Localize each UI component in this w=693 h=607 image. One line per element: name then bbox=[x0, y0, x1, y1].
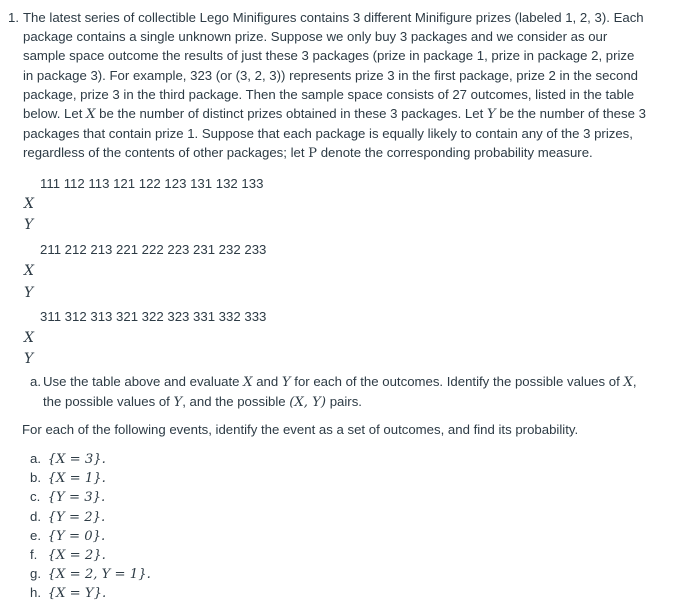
event-label: e. bbox=[30, 527, 41, 543]
part-a-seg: Use the table above and evaluate bbox=[43, 374, 244, 389]
part-a-seg: , and the possible bbox=[182, 394, 290, 410]
outcome-row-3: 311 312 313 321 322 323 331 332 333 bbox=[40, 309, 267, 324]
part-a-text bbox=[43, 372, 650, 412]
intro-text-3: be the number of these 3 packages that contain prize 1. Suppose that each package is equally likely to contain any of the 3 prizes, regardless of the contents of other packages; let bbox=[23, 106, 646, 161]
event-label: c. bbox=[30, 489, 41, 505]
part-a-instruction bbox=[30, 372, 650, 412]
var-p: P bbox=[308, 146, 318, 162]
row-1-y-label: Y bbox=[24, 217, 34, 233]
event-expr: {X = 2, Y = 1}. bbox=[47, 567, 151, 583]
part-a-var-x: X bbox=[623, 375, 633, 390]
outcome-row-1: 111 112 113 121 122 123 131 132 133 bbox=[40, 176, 264, 191]
part-a-var-y: Y bbox=[173, 395, 183, 411]
row-3-y-label: Y bbox=[24, 351, 34, 367]
event-expr: {Y = 2}. bbox=[47, 509, 106, 525]
part-a-var-y: Y bbox=[281, 375, 291, 390]
event-expr: {X = 2}. bbox=[47, 547, 106, 563]
row-2-y-label: Y bbox=[24, 285, 34, 301]
event-expr: {X = 3}. bbox=[47, 452, 106, 467]
event-expr: {Y = 3}. bbox=[47, 490, 106, 506]
row-3-x-label: X bbox=[24, 330, 34, 346]
part-a-seg: for each of the outcomes. Identify the possible values of bbox=[290, 374, 624, 389]
var-x: X bbox=[86, 107, 96, 123]
part-a-label: a. bbox=[30, 374, 41, 389]
event-label: d. bbox=[30, 508, 41, 524]
list-item bbox=[30, 583, 151, 602]
list-item bbox=[30, 468, 151, 487]
intro-text-2: be the number of distinct prizes obtained in these 3 packages. Let bbox=[95, 106, 487, 122]
event-label: g. bbox=[30, 566, 41, 582]
list-item bbox=[30, 564, 151, 583]
events-list bbox=[30, 449, 151, 603]
problem-statement bbox=[8, 8, 648, 164]
list-item bbox=[30, 526, 151, 545]
row-1-x-label: X bbox=[24, 196, 34, 212]
intro-text-4: denote the corresponding probability measure. bbox=[317, 145, 593, 161]
var-y: Y bbox=[486, 107, 496, 123]
part-a-pair: (X, Y) bbox=[289, 395, 327, 411]
problem-number: 1. bbox=[8, 10, 19, 25]
list-item bbox=[30, 449, 151, 468]
part-a-seg: , the possible values of bbox=[43, 374, 637, 410]
event-label: a. bbox=[30, 451, 41, 466]
part-a-seg: and bbox=[252, 374, 282, 389]
problem-intro bbox=[23, 8, 648, 164]
event-label: f. bbox=[30, 546, 38, 562]
row-2-x-label: X bbox=[24, 263, 34, 279]
event-label: b. bbox=[30, 470, 41, 486]
event-expr: {X = Y}. bbox=[47, 586, 107, 602]
event-label: h. bbox=[30, 585, 41, 601]
events-intro: For each of the following events, identify the event as a set of outcomes, and find its probability. bbox=[22, 422, 579, 437]
event-expr: {X = 1}. bbox=[47, 471, 106, 487]
list-item bbox=[30, 507, 151, 526]
list-item bbox=[30, 487, 151, 506]
part-a-var-x: X bbox=[243, 375, 253, 390]
part-a-seg: pairs. bbox=[326, 394, 362, 410]
outcome-row-2: 211 212 213 221 222 223 231 232 233 bbox=[40, 242, 267, 257]
intro-text-1: The latest series of collectible Lego Minifigures contains 3 different Minifigure prizes (labeled 1, 2, 3). Each package contains a single unknown prize. Suppose we only buy 3 packages and we consider as our sample space outcome the results of just these 3 packages (prize in package 1, prize in package 2, prize in package 3). For example, 323 (or (3, 2, 3)) represents prize 3 in the first package, prize 2 in the second package, prize 3 in the third package. Then the sample space consists of 27 outcomes, listed in the table below. Let bbox=[23, 10, 644, 122]
event-expr: {Y = 0}. bbox=[47, 528, 106, 544]
list-item bbox=[30, 545, 151, 564]
